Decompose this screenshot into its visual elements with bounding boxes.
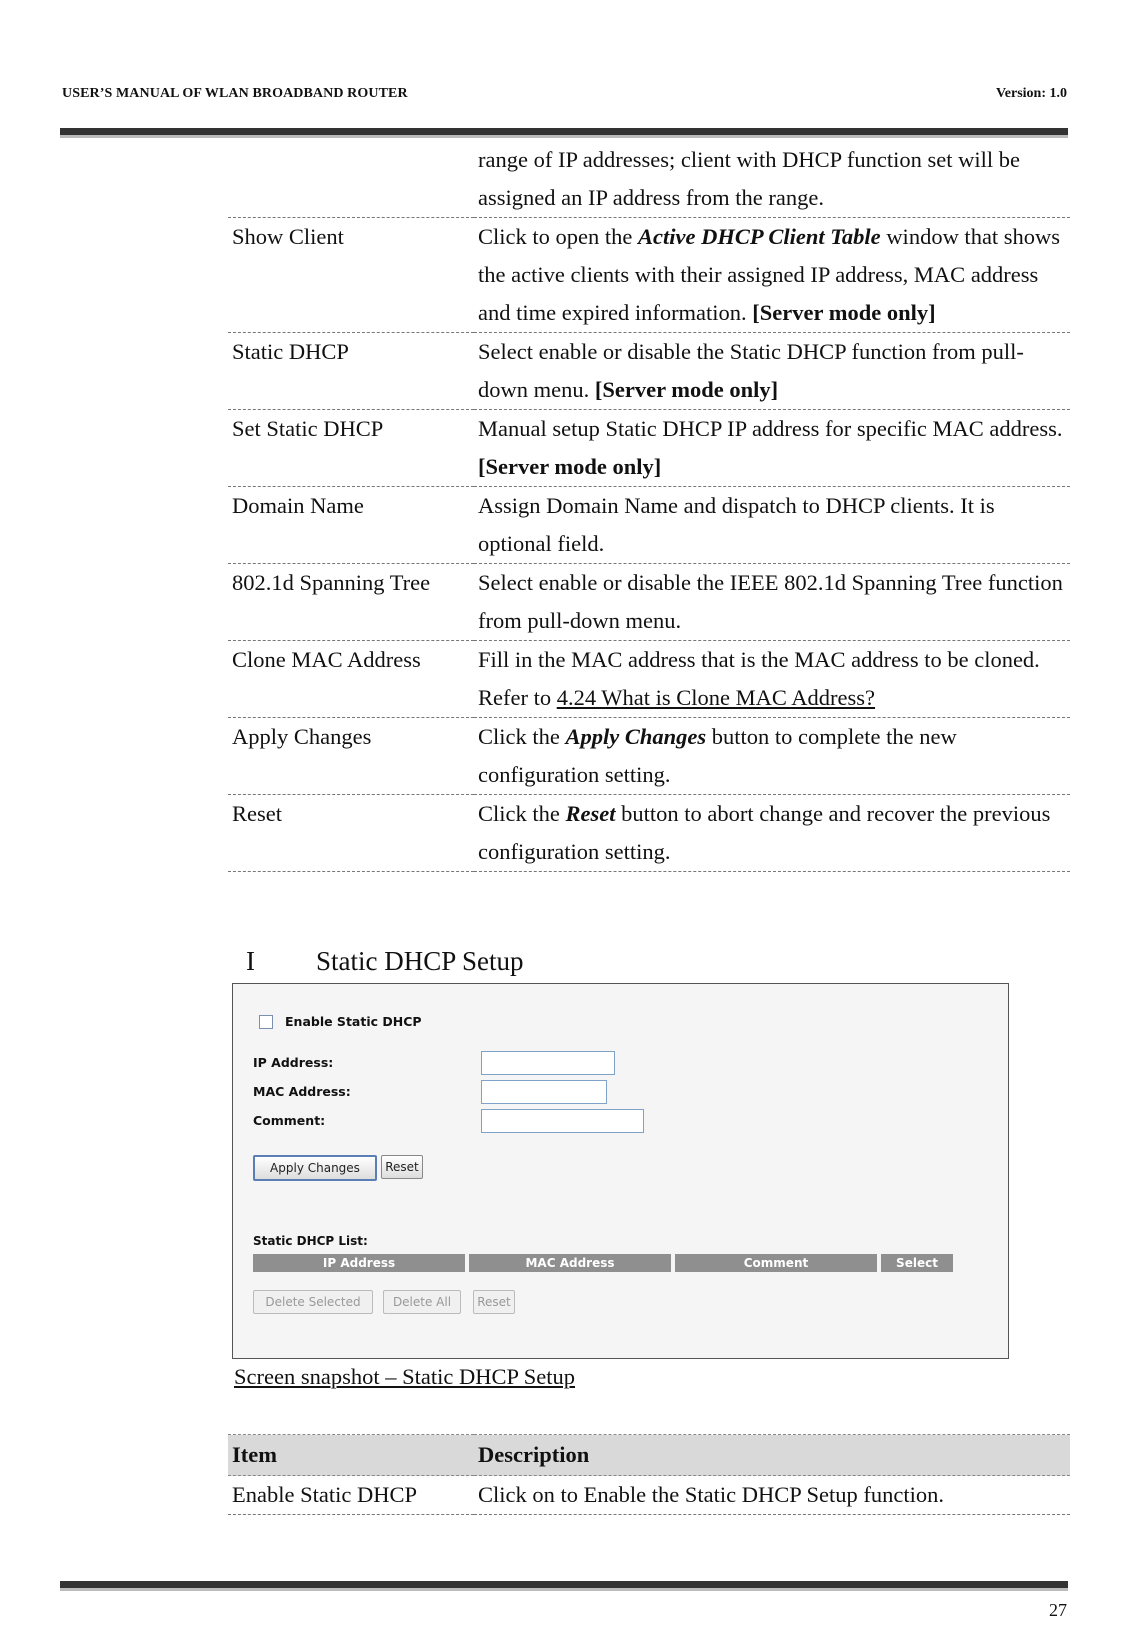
reset-button[interactable]: Reset xyxy=(381,1155,423,1179)
description-text: button to complete the new configuration setting. xyxy=(478,724,957,787)
table-row xyxy=(228,333,1070,410)
table-cell-item: Domain Name xyxy=(228,487,474,564)
table-cell-item: Reset xyxy=(228,795,474,872)
description-table xyxy=(228,141,1070,872)
item-description-table xyxy=(228,1434,1070,1515)
section-title: Static DHCP Setup xyxy=(316,946,524,976)
description-text: Click the xyxy=(478,801,566,826)
comment-input[interactable] xyxy=(481,1109,644,1133)
table-cell-description xyxy=(474,487,1070,564)
enable-static-dhcp-checkbox[interactable] xyxy=(259,1015,273,1029)
table-cell-description xyxy=(474,218,1070,333)
description-text: Active DHCP Client Table xyxy=(637,224,881,249)
header-version: Version: 1.0 xyxy=(995,86,1067,101)
table-cell-item xyxy=(228,141,474,218)
description-text: [Server mode only] xyxy=(594,377,779,402)
mac-address-input[interactable] xyxy=(481,1080,607,1104)
table-header-description: Description xyxy=(474,1435,1070,1476)
table-row xyxy=(228,795,1070,872)
enable-static-dhcp-label: Enable Static DHCP xyxy=(285,1014,422,1029)
table-row xyxy=(228,410,1070,487)
description-text: Select enable or disable the Static DHCP function from pull-down menu. xyxy=(478,339,1024,402)
table-cell-item: Apply Changes xyxy=(228,718,474,795)
header-title: USER’S MANUAL OF WLAN BROADBAND ROUTER xyxy=(62,86,408,101)
apply-changes-button[interactable]: Apply Changes xyxy=(253,1155,377,1181)
table-header-item: Item xyxy=(228,1435,474,1476)
table-cell-item: 802.1d Spanning Tree xyxy=(228,564,474,641)
list-reset-button[interactable]: Reset xyxy=(473,1290,515,1314)
table-cell-item: Static DHCP xyxy=(228,333,474,410)
ip-address-label: IP Address: xyxy=(253,1055,334,1070)
description-text: Fill in the MAC address that is the MAC address to be cloned. Refer to xyxy=(478,647,1040,710)
section-number: I xyxy=(246,946,255,976)
description-text: Select enable or disable the IEEE 802.1d Spanning Tree function from pull-down menu. xyxy=(478,570,1063,633)
footer-rule xyxy=(60,1581,1068,1591)
table-cell-description xyxy=(474,564,1070,641)
table-row xyxy=(228,641,1070,718)
table-cell-item: Clone MAC Address xyxy=(228,641,474,718)
description-text: button to abort change and recover the previous configuration setting. xyxy=(478,801,1051,864)
list-header-mac-address: MAC Address xyxy=(469,1254,671,1272)
table-row xyxy=(228,718,1070,795)
table-cell-item: Set Static DHCP xyxy=(228,410,474,487)
description-text: Manual setup Static DHCP IP address for specific MAC address. xyxy=(478,416,1063,441)
table-cell-description xyxy=(474,333,1070,410)
list-header-ip-address: IP Address xyxy=(253,1254,465,1272)
table-cell-description xyxy=(474,641,1070,718)
page-number: 27 xyxy=(1049,1600,1067,1620)
delete-all-button[interactable]: Delete All xyxy=(383,1290,461,1314)
header-rule xyxy=(60,128,1068,138)
ip-address-input[interactable] xyxy=(481,1051,615,1075)
static-dhcp-list-title: Static DHCP List: xyxy=(253,1234,368,1248)
description-text: window that shows the active clients with their assigned IP address, MAC address and time expired information. xyxy=(478,224,1061,325)
description-text: [Server mode only] xyxy=(752,300,936,325)
description-text: Apply Changes xyxy=(565,724,707,749)
table-row xyxy=(228,1476,1070,1515)
table-row xyxy=(228,141,1070,218)
comment-label: Comment: xyxy=(253,1113,326,1128)
section-heading xyxy=(246,946,524,977)
table-cell-item: Show Client xyxy=(228,218,474,333)
figure-caption: Screen snapshot – Static DHCP Setup xyxy=(234,1364,576,1389)
list-header-select: Select xyxy=(881,1254,953,1272)
list-header-comment: Comment xyxy=(675,1254,877,1272)
mac-address-label: MAC Address: xyxy=(253,1084,351,1099)
description-text: Click to open the xyxy=(478,224,638,249)
cross-reference-link[interactable]: 4.24 What is Clone MAC Address? xyxy=(556,685,876,710)
description-text: Reset xyxy=(565,801,616,826)
static-dhcp-screenshot xyxy=(232,983,1009,1359)
table-cell-description xyxy=(474,718,1070,795)
table-row xyxy=(228,218,1070,333)
enable-static-dhcp-row xyxy=(259,1014,422,1029)
table-cell-item: Enable Static DHCP xyxy=(228,1476,474,1515)
delete-selected-button[interactable]: Delete Selected xyxy=(253,1290,373,1314)
table-cell-description xyxy=(474,410,1070,487)
table-cell-description: Click on to Enable the Static DHCP Setup function. xyxy=(474,1476,1070,1515)
description-text: Assign Domain Name and dispatch to DHCP clients. It is optional field. xyxy=(478,493,995,556)
table-row xyxy=(228,487,1070,564)
description-text: [Server mode only] xyxy=(478,454,662,479)
description-text: Click the xyxy=(478,724,566,749)
description-text: range of IP addresses; client with DHCP function set will be assigned an IP address from the range. xyxy=(478,147,1020,210)
table-cell-description xyxy=(474,795,1070,872)
table-row xyxy=(228,564,1070,641)
table-cell-description xyxy=(474,141,1070,218)
